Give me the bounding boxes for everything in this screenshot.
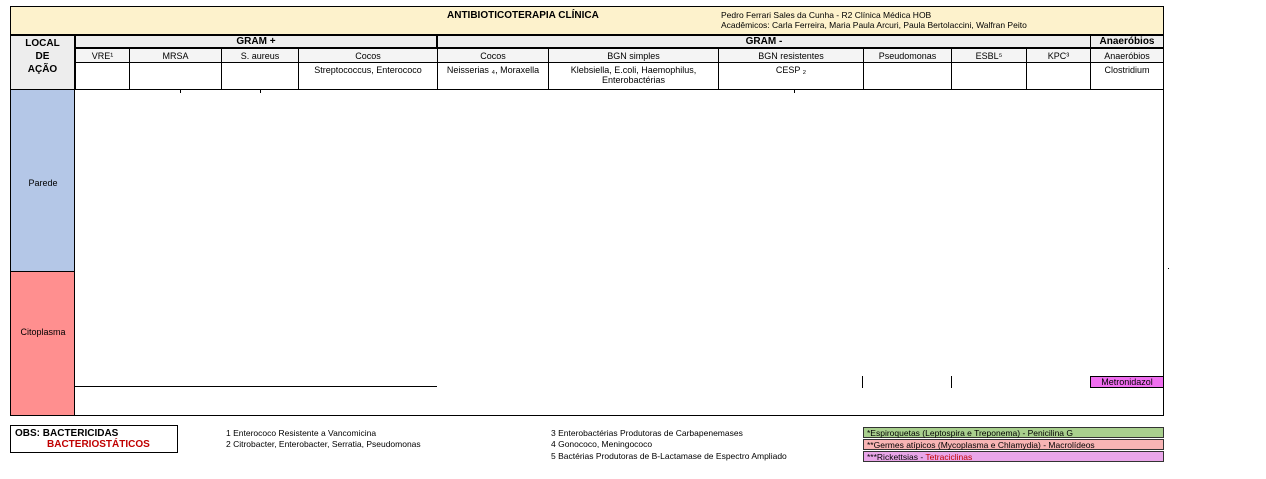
tick-mark [794,90,795,93]
section-anaerobios: Anaeróbios [1090,35,1164,48]
spectrum-marker [862,376,863,388]
footnote-2: 2 Citrobacter, Enterobacter, Serratia, Pseudomonas [226,439,421,449]
author-line-1: Pedro Ferrari Sales da Cunha - R2 Clínica Médica HOB [721,10,932,20]
col-mrsa: MRSA [129,48,222,63]
row-citoplasma [10,271,75,416]
row-label-citoplasma: Citoplasma [20,327,66,337]
detail-s-aureus [221,62,299,90]
col-pseudomonas: Pseudomonas [863,48,952,63]
row-parede [10,90,75,272]
detail-esbl [951,62,1027,90]
section-gram-positive: GRAM + [75,35,437,48]
detail-cocos-pos: Streptococcus, Enterococo [298,62,438,90]
local-label-1: LOCAL [25,38,60,49]
tick-mark [180,90,181,93]
spectrum-marker [951,376,952,388]
detail-mrsa [129,62,222,90]
detail-kpc [1026,62,1091,90]
obs-bactericidas: OBS: BACTERICIDAS [15,428,119,439]
detail-pseudomonas [863,62,952,90]
col-cocos-neg: Cocos [437,48,549,63]
legend-rickettsias-drug: Tetraciclinas [925,452,973,462]
footnote-5: 5 Bactérias Produtoras de B-Lactamase de Espectro Ampliado [551,451,787,461]
col-bgn-simples: BGN simples [548,48,719,63]
col-anaerobios: Anaeróbios [1090,48,1164,63]
local-de-acao-header [10,35,75,90]
author-line-2: Acadêmicos: Carla Ferreira, Maria Paula Arcuri, Paula Bertolaccini, Walfran Peito [721,20,1027,30]
col-s-aureus: S. aureus [221,48,299,63]
spectrum-line [75,386,437,387]
title-bar [10,6,1164,35]
detail-vre [75,62,130,90]
legend-rickettsias-label: ***Rickettsias - [867,452,926,462]
legend-atipicos: **Germes atípicos (Mycoplasma e Chlamydia) - Macrolídeos [863,439,1164,450]
col-vre: VRE¹ [75,48,130,63]
obs-box [10,425,178,453]
tick-mark [260,90,261,93]
detail-bgn-simples: Klebsiella, E.coli, Haemophilus, Enterobactérias [548,62,719,90]
detail-bgn-resistentes: CESP ₂ [718,62,864,90]
col-kpc: KPC³ [1026,48,1091,63]
sheet-title: ANTIBIOTICOTERAPIA CLÍNICA [447,10,599,21]
antibiotic-sheet [10,6,1164,416]
footnote-4: 4 Gonococo, Meningococo [551,439,653,449]
obs-bacteriostaticos: BACTERIOSTÁTICOS [47,439,150,450]
table-body [10,90,1164,416]
legend-rickettsias [863,451,1164,462]
detail-anaerobios: Clostridium [1090,62,1164,90]
col-esbl: ESBL⁵ [951,48,1027,63]
local-label-3: AÇÃO [27,64,58,75]
footnote-1: 1 Enterococo Resistente a Vancomicina [226,428,377,438]
stray-dot [1168,268,1169,269]
legend-espiroquetas: *Espiroquetas (Leptospira e Treponema) - Penicilina G [863,427,1164,438]
footnote-3: 3 Enterobactérias Produtoras de Carbapenemases [551,428,743,438]
local-label-2: DE [35,51,50,62]
col-bgn-resistentes: BGN resistentes [718,48,864,63]
author-info [721,10,1027,30]
detail-cocos-neg: Neisserias ₄, Moraxella [437,62,549,90]
section-gram-negative: GRAM - [437,35,1091,48]
row-label-parede: Parede [28,178,58,188]
drug-metronidazol: Metronidazol [1090,376,1164,388]
col-cocos-pos: Cocos [298,48,438,63]
